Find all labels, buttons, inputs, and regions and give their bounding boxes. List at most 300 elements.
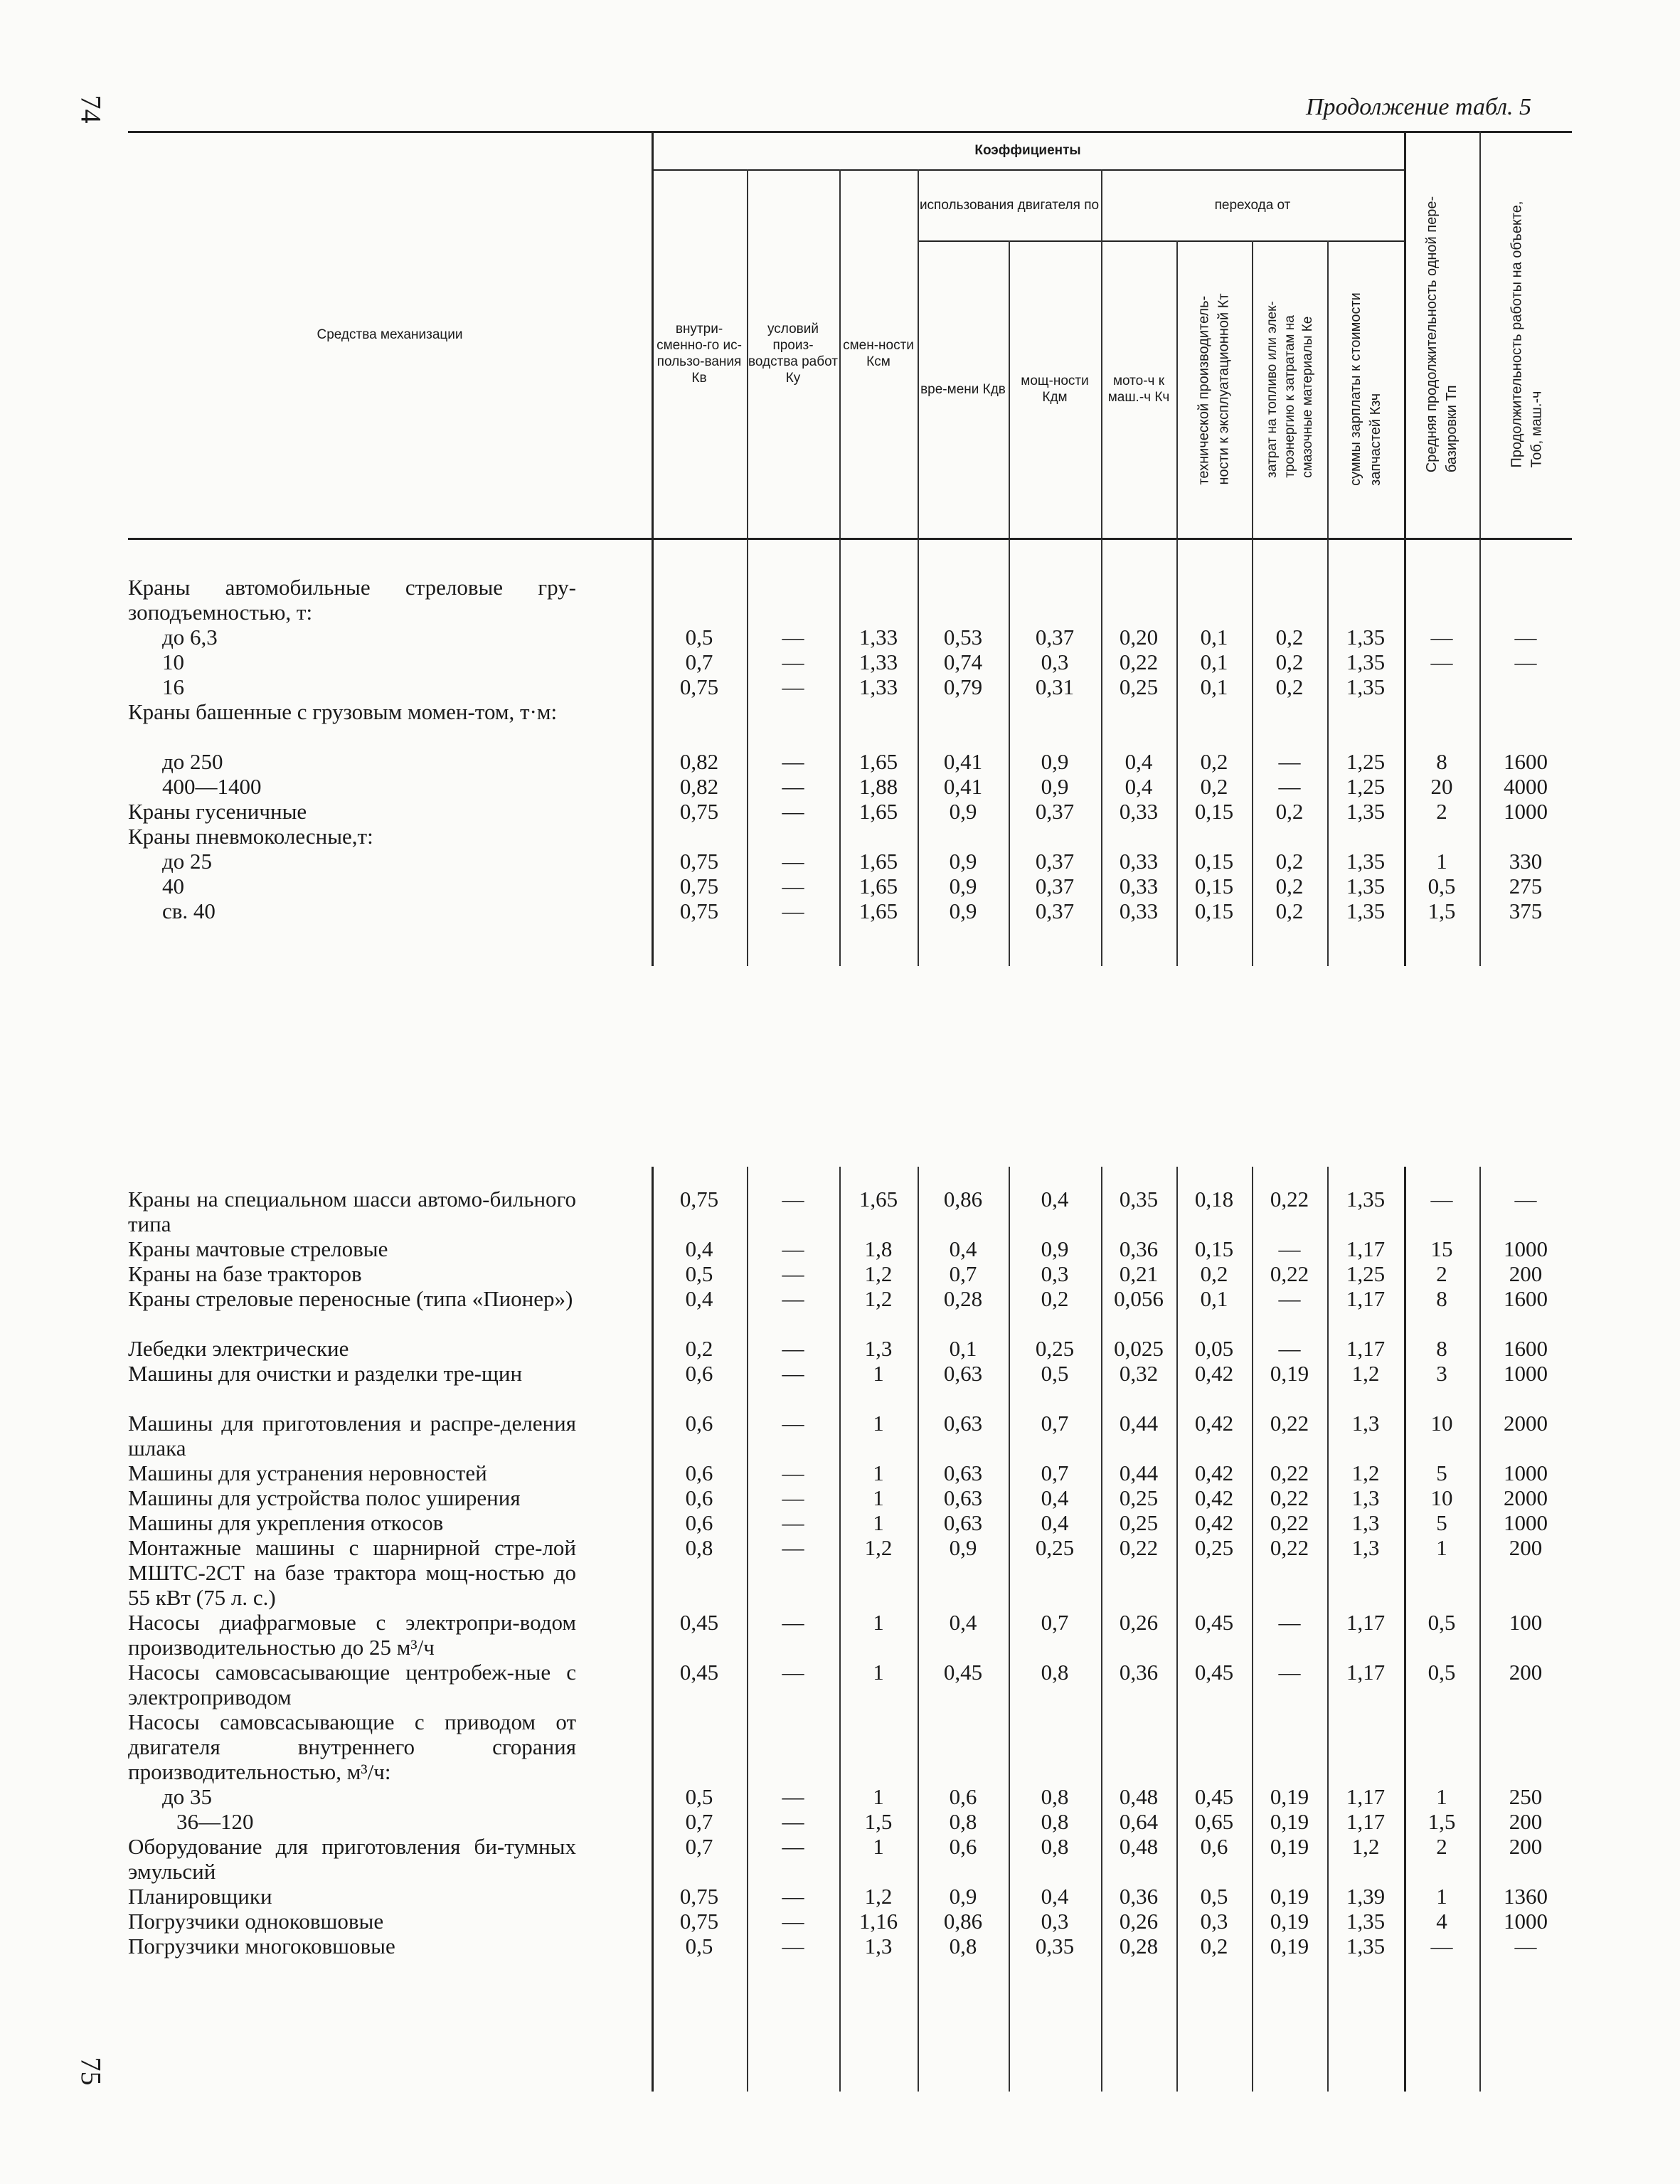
row-value: 0,48: [1119, 1834, 1159, 1859]
row-value: 0,25: [1194, 1535, 1234, 1560]
row-value: 0,22: [1119, 650, 1159, 674]
row-value: 0,1: [1200, 625, 1228, 650]
row-value: 0,75: [679, 1909, 719, 1934]
row-value: 1,65: [858, 749, 898, 774]
header-engine-use: использования двигателя по: [919, 197, 1100, 213]
table-row: [128, 1336, 1572, 1361]
page-number-top: 74: [75, 95, 107, 124]
row-value: 1,35: [1346, 799, 1386, 824]
row-value: 0,9: [1041, 774, 1069, 799]
row-value: 0,44: [1119, 1461, 1159, 1485]
row-value: —: [782, 1660, 804, 1685]
row-value: 1360: [1504, 1884, 1548, 1909]
row-value: 0,9: [1041, 1236, 1069, 1261]
row-value: 1,35: [1346, 650, 1386, 674]
row-value: 8: [1436, 1336, 1447, 1361]
row-value: 0,65: [1194, 1809, 1234, 1834]
row-value: 0,2: [1275, 799, 1304, 824]
table-row: [128, 774, 1572, 799]
row-value: 0,9: [949, 849, 977, 874]
row-value: 1,65: [858, 874, 898, 898]
row-value: —: [1514, 625, 1537, 650]
row-name: до 250: [162, 749, 223, 774]
table-row: [128, 1485, 1572, 1510]
row-value: 0,1: [949, 1336, 977, 1361]
table-row: [128, 1660, 1572, 1709]
row-value: 1,2: [864, 1261, 893, 1286]
row-value: 0,63: [943, 1411, 983, 1436]
row-value: 0,6: [685, 1510, 713, 1535]
row-value: 0,2: [1200, 749, 1228, 774]
row-value: 0,45: [1194, 1610, 1234, 1635]
row-value: 0,9: [1041, 749, 1069, 774]
row-value: 0,15: [1194, 1236, 1234, 1261]
row-value: 0,8: [1041, 1660, 1069, 1685]
row-value: 0,15: [1194, 799, 1234, 824]
table-row: [128, 824, 1572, 849]
row-name: Погрузчики многоковшовые: [128, 1934, 395, 1958]
row-value: 1,5: [1428, 1809, 1456, 1834]
row-value: 1,35: [1346, 874, 1386, 898]
header-kzch-line1: суммы зарплаты к стоимости: [1348, 292, 1364, 486]
table-row: [128, 575, 1572, 625]
row-name: Машины для укрепления откосов: [128, 1510, 444, 1535]
row-value: 0,45: [679, 1660, 719, 1685]
row-value: 200: [1509, 1809, 1543, 1834]
table-row: [128, 1361, 1572, 1411]
row-value: 0,7: [1041, 1610, 1069, 1635]
table-row: [128, 625, 1572, 650]
header-kt: [1178, 240, 1250, 538]
row-value: 0,5: [1428, 1610, 1456, 1635]
row-value: 8: [1436, 749, 1447, 774]
row-value: —: [1278, 1286, 1301, 1311]
table-row: [128, 799, 1572, 824]
row-value: —: [782, 1934, 804, 1958]
header-tob: [1481, 131, 1572, 538]
row-value: 0,32: [1119, 1361, 1159, 1386]
header-kzch-line2: запчастей Кзч: [1368, 393, 1384, 486]
row-value: 0,4: [1125, 749, 1153, 774]
row-value: 0,9: [949, 1535, 977, 1560]
row-value: 0,22: [1270, 1261, 1309, 1286]
row-value: 0,42: [1194, 1411, 1234, 1436]
row-value: 1600: [1504, 1286, 1548, 1311]
table-row: [128, 1236, 1572, 1261]
row-value: 10: [1430, 1485, 1453, 1510]
row-value: 0,7: [949, 1261, 977, 1286]
header-ksm: смен-ности Ксм: [843, 338, 914, 369]
row-value: 0,35: [1035, 1934, 1075, 1958]
row-value: 0,42: [1194, 1361, 1234, 1386]
row-value: 1,8: [864, 1236, 893, 1261]
row-value: 0,22: [1270, 1485, 1309, 1510]
table-row: [128, 1834, 1572, 1884]
row-value: 1: [873, 1610, 884, 1635]
page-number-bottom: 75: [75, 2057, 107, 2086]
row-value: —: [782, 749, 804, 774]
row-value: 0,19: [1270, 1834, 1309, 1859]
row-value: 0,19: [1270, 1809, 1309, 1834]
row-value: 0,7: [685, 650, 713, 674]
row-name: Оборудование для приготовления би-тумных эмульсий: [128, 1834, 576, 1884]
row-value: 0,33: [1119, 898, 1159, 923]
row-value: 2000: [1504, 1485, 1548, 1510]
row-value: 0,31: [1035, 674, 1075, 699]
table-row: [128, 749, 1572, 774]
row-value: 0,41: [943, 774, 983, 799]
row-value: 0,8: [949, 1934, 977, 1958]
table-row: [128, 1510, 1572, 1535]
row-value: 0,1: [1200, 674, 1228, 699]
row-value: 0,5: [1200, 1884, 1228, 1909]
row-value: 0,75: [679, 1187, 719, 1212]
row-value: 0,42: [1194, 1485, 1234, 1510]
row-value: 0,6: [949, 1834, 977, 1859]
row-value: —: [782, 1909, 804, 1934]
table-row: [128, 1261, 1572, 1286]
row-value: 0,22: [1119, 1535, 1159, 1560]
row-value: 0,63: [943, 1461, 983, 1485]
row-value: 1000: [1504, 1461, 1548, 1485]
row-value: 0,1: [1200, 1286, 1228, 1311]
header-tp: [1405, 131, 1478, 538]
row-value: 0,25: [1035, 1336, 1075, 1361]
row-value: 0,2: [1275, 650, 1304, 674]
row-name: Монтажные машины с шарнирной стре-лой МШТС-2СТ на базе трактора мощ-ностью до 55 кВт (75 л. с.): [128, 1535, 576, 1610]
row-value: 1,2: [864, 1884, 893, 1909]
row-value: 1: [873, 1510, 884, 1535]
row-value: —: [1430, 625, 1453, 650]
row-value: —: [782, 1535, 804, 1560]
row-value: —: [782, 1884, 804, 1909]
row-value: 0,37: [1035, 625, 1075, 650]
row-value: 0,19: [1270, 1934, 1309, 1958]
row-value: —: [1278, 1610, 1301, 1635]
row-value: 1,3: [864, 1336, 893, 1361]
row-value: 3: [1436, 1361, 1447, 1386]
row-value: 8: [1436, 1286, 1447, 1311]
row-value: —: [1278, 774, 1301, 799]
row-value: 200: [1509, 1535, 1543, 1560]
row-value: —: [1430, 1934, 1453, 1958]
header-kdv: вре-мени Кдв: [920, 381, 1006, 397]
row-value: —: [782, 799, 804, 824]
row-value: 5: [1436, 1510, 1447, 1535]
table-row: [128, 1187, 1572, 1236]
row-value: 0,3: [1041, 1261, 1069, 1286]
row-value: 1000: [1504, 1510, 1548, 1535]
row-name: Краны мачтовые стреловые: [128, 1236, 388, 1261]
row-value: 0,3: [1041, 1909, 1069, 1934]
row-value: 1,35: [1346, 1934, 1386, 1958]
row-value: 0,33: [1119, 849, 1159, 874]
row-value: 1,2: [864, 1286, 893, 1311]
row-value: —: [782, 1187, 804, 1212]
row-name: Погрузчики одноковшовые: [128, 1909, 384, 1934]
row-value: 0,25: [1119, 674, 1159, 699]
row-value: 0,6: [685, 1411, 713, 1436]
row-value: 1,39: [1346, 1884, 1386, 1909]
row-value: 1000: [1504, 799, 1548, 824]
row-value: 5: [1436, 1461, 1447, 1485]
row-value: 0,74: [943, 650, 983, 674]
row-value: 0,21: [1119, 1261, 1159, 1286]
row-name: 36—120: [176, 1809, 254, 1834]
row-value: —: [1278, 749, 1301, 774]
row-value: 0,45: [1194, 1660, 1234, 1685]
row-value: 250: [1509, 1784, 1543, 1809]
row-value: 0,9: [949, 1884, 977, 1909]
row-value: 0,36: [1119, 1884, 1159, 1909]
table-row: [128, 1934, 1572, 1958]
row-value: 0,44: [1119, 1411, 1159, 1436]
row-value: 1000: [1504, 1236, 1548, 1261]
row-value: 1,65: [858, 1187, 898, 1212]
row-value: 1,17: [1346, 1610, 1386, 1635]
row-value: 0,15: [1194, 898, 1234, 923]
table-row: [128, 1709, 1572, 1784]
header-bottom-rule: [128, 538, 1572, 540]
row-value: 0,8: [1041, 1784, 1069, 1809]
row-value: 1600: [1504, 1336, 1548, 1361]
row-name: св. 40: [162, 898, 216, 923]
row-value: 0,5: [1428, 1660, 1456, 1685]
row-value: 0,75: [679, 799, 719, 824]
row-name: Краны гусеничные: [128, 799, 307, 824]
row-value: —: [782, 1261, 804, 1286]
row-value: —: [1430, 650, 1453, 674]
header-ke-line2: троэнергию к затратам на: [1282, 314, 1297, 478]
row-value: 1,33: [858, 674, 898, 699]
table-row: [128, 874, 1572, 898]
row-name: Краны автомобильные стреловые гру-зоподъемностью, т:: [128, 575, 576, 625]
row-value: 0,22: [1270, 1510, 1309, 1535]
header-ku: условий произ-водства работ Ку: [748, 322, 838, 386]
row-value: 1,17: [1346, 1809, 1386, 1834]
row-value: 200: [1509, 1834, 1543, 1859]
row-value: 1,3: [1351, 1535, 1380, 1560]
header-coefficients: Коэффициенты: [974, 142, 1081, 158]
row-value: 0,64: [1119, 1809, 1159, 1834]
row-value: 0,2: [1275, 874, 1304, 898]
row-value: 0,7: [685, 1834, 713, 1859]
row-name: 40: [162, 874, 184, 898]
row-name: Краны на базе тракторов: [128, 1261, 362, 1286]
row-value: 0,86: [943, 1909, 983, 1934]
row-value: 375: [1509, 898, 1543, 923]
row-value: 0,5: [685, 1261, 713, 1286]
row-value: 0,4: [1041, 1485, 1069, 1510]
row-value: 1,2: [864, 1535, 893, 1560]
row-value: 0,33: [1119, 874, 1159, 898]
row-name: Машины для устройства полос уширения: [128, 1485, 521, 1510]
row-value: 0,5: [685, 1784, 713, 1809]
row-value: —: [1514, 650, 1537, 674]
row-value: —: [1514, 1187, 1537, 1212]
row-name: Насосы самовсасывающие с приводом от двигателя внутреннего сгорания производительностью, м³/ч:: [128, 1709, 576, 1784]
row-value: 0,4: [1125, 774, 1153, 799]
row-value: —: [782, 1461, 804, 1485]
row-value: 1000: [1504, 1909, 1548, 1934]
table-row: [128, 849, 1572, 874]
row-value: 0,75: [679, 674, 719, 699]
row-value: 0,82: [679, 749, 719, 774]
row-name: Лебедки электрические: [128, 1336, 349, 1361]
row-value: 0,1: [1200, 650, 1228, 674]
row-value: 2000: [1504, 1411, 1548, 1436]
row-value: —: [782, 1336, 804, 1361]
row-value: 0,37: [1035, 799, 1075, 824]
row-value: 1,2: [1351, 1461, 1380, 1485]
row-value: 0,6: [685, 1361, 713, 1386]
row-value: 0,2: [1200, 1261, 1228, 1286]
row-name: Краны башенные с грузовым момен-том, т·м:: [128, 699, 558, 724]
row-value: 0,8: [685, 1535, 713, 1560]
row-name: Насосы диафрагмовые с электропри-водом производительностью до 25 м³/ч: [128, 1610, 576, 1660]
row-value: 1: [873, 1411, 884, 1436]
row-value: 1,25: [1346, 774, 1386, 799]
row-value: 0,3: [1041, 650, 1069, 674]
row-value: 0,7: [1041, 1461, 1069, 1485]
row-name: Насосы самовсасывающие центробеж-ные с электроприводом: [128, 1660, 576, 1709]
row-value: 0,056: [1114, 1286, 1164, 1311]
row-value: 0,82: [679, 774, 719, 799]
row-value: —: [782, 1485, 804, 1510]
row-value: 0,2: [1275, 674, 1304, 699]
header-tp-line1: Средняя продолжительность одной пере-: [1424, 196, 1440, 473]
row-value: 1,17: [1346, 1660, 1386, 1685]
row-value: —: [782, 625, 804, 650]
row-value: —: [782, 674, 804, 699]
row-value: 1,88: [858, 774, 898, 799]
row-value: 1: [873, 1784, 884, 1809]
row-value: 0,5: [685, 625, 713, 650]
row-value: 0,05: [1194, 1336, 1234, 1361]
row-value: 0,79: [943, 674, 983, 699]
row-value: 1000: [1504, 1361, 1548, 1386]
row-value: —: [782, 874, 804, 898]
row-value: 1,3: [864, 1934, 893, 1958]
row-value: 1,35: [1346, 625, 1386, 650]
table-row: [128, 650, 1572, 674]
row-value: 0,8: [1041, 1809, 1069, 1834]
row-value: 0,6: [685, 1485, 713, 1510]
row-value: —: [782, 774, 804, 799]
row-value: 1: [873, 1660, 884, 1685]
row-value: 0,18: [1194, 1187, 1234, 1212]
row-value: 0,4: [949, 1610, 977, 1635]
row-value: 1,17: [1346, 1784, 1386, 1809]
row-value: 0,36: [1119, 1236, 1159, 1261]
row-value: 0,22: [1270, 1535, 1309, 1560]
row-value: —: [782, 898, 804, 923]
row-value: 0,26: [1119, 1909, 1159, 1934]
row-value: 0,25: [1035, 1535, 1075, 1560]
row-name: Краны на специальном шасси автомо-бильного типа: [128, 1187, 576, 1236]
row-value: 0,8: [949, 1809, 977, 1834]
row-value: 0,4: [1041, 1510, 1069, 1535]
row-value: 0,28: [1119, 1934, 1159, 1958]
row-name: Машины для устранения неровностей: [128, 1461, 487, 1485]
continuation-label: Продолжение табл. 5: [1306, 94, 1532, 120]
table-row: [128, 1535, 1572, 1610]
row-value: 2: [1436, 1261, 1447, 1286]
table-row: [128, 674, 1572, 699]
row-value: 0,37: [1035, 849, 1075, 874]
row-value: 0,53: [943, 625, 983, 650]
header-transition: перехода от: [1214, 197, 1291, 213]
row-value: 1,5: [1428, 898, 1456, 923]
row-value: 1,25: [1346, 1261, 1386, 1286]
table-row: [128, 699, 1572, 749]
row-value: 0,75: [679, 898, 719, 923]
row-value: 0,5: [1428, 874, 1456, 898]
row-value: 0,5: [685, 1934, 713, 1958]
row-value: 0,25: [1119, 1485, 1159, 1510]
row-value: 1,35: [1346, 1187, 1386, 1212]
row-value: 0,19: [1270, 1909, 1309, 1934]
table-row: [128, 1461, 1572, 1485]
row-value: 1: [1436, 849, 1447, 874]
row-value: 0,8: [1041, 1834, 1069, 1859]
row-value: 0,4: [1041, 1884, 1069, 1909]
row-value: 0,19: [1270, 1784, 1309, 1809]
row-name: до 25: [162, 849, 213, 874]
row-value: 0,75: [679, 874, 719, 898]
row-value: 0,4: [685, 1286, 713, 1311]
table-row: [128, 1909, 1572, 1934]
row-value: 0,36: [1119, 1660, 1159, 1685]
row-value: 1,17: [1346, 1286, 1386, 1311]
row-value: 0,42: [1194, 1461, 1234, 1485]
row-value: —: [1278, 1336, 1301, 1361]
row-value: 1: [1436, 1535, 1447, 1560]
row-value: 200: [1509, 1660, 1543, 1685]
row-value: 1,2: [1351, 1834, 1380, 1859]
row-value: 1: [873, 1834, 884, 1859]
row-value: 0,5: [1041, 1361, 1069, 1386]
table-row: [128, 1784, 1572, 1809]
row-value: 100: [1509, 1610, 1543, 1635]
row-name: Планировщики: [128, 1884, 272, 1909]
header-tp-line2: базировки Тп: [1444, 385, 1460, 473]
header-tob-line1: Продолжительность работы на объекте,: [1509, 201, 1524, 468]
row-name: 10: [162, 650, 184, 674]
row-name: до 35: [162, 1784, 213, 1809]
row-value: 0,2: [1275, 849, 1304, 874]
row-value: 20: [1430, 774, 1453, 799]
row-value: 0,45: [1194, 1784, 1234, 1809]
row-value: 0,2: [685, 1336, 713, 1361]
row-value: 0,15: [1194, 874, 1234, 898]
row-value: —: [782, 650, 804, 674]
row-value: 0,2: [1275, 625, 1304, 650]
row-value: 4: [1436, 1909, 1447, 1934]
row-value: 0,42: [1194, 1510, 1234, 1535]
table-row: [128, 898, 1572, 923]
row-value: 0,33: [1119, 799, 1159, 824]
row-value: 0,63: [943, 1361, 983, 1386]
row-value: 1: [873, 1485, 884, 1510]
row-name: Машины для приготовления и распре-деления шлака: [128, 1411, 576, 1461]
row-value: 0,25: [1119, 1510, 1159, 1535]
row-value: 1,3: [1351, 1510, 1380, 1535]
row-value: —: [782, 1510, 804, 1535]
row-value: 0,37: [1035, 874, 1075, 898]
row-value: 0,75: [679, 849, 719, 874]
row-value: 15: [1430, 1236, 1453, 1261]
